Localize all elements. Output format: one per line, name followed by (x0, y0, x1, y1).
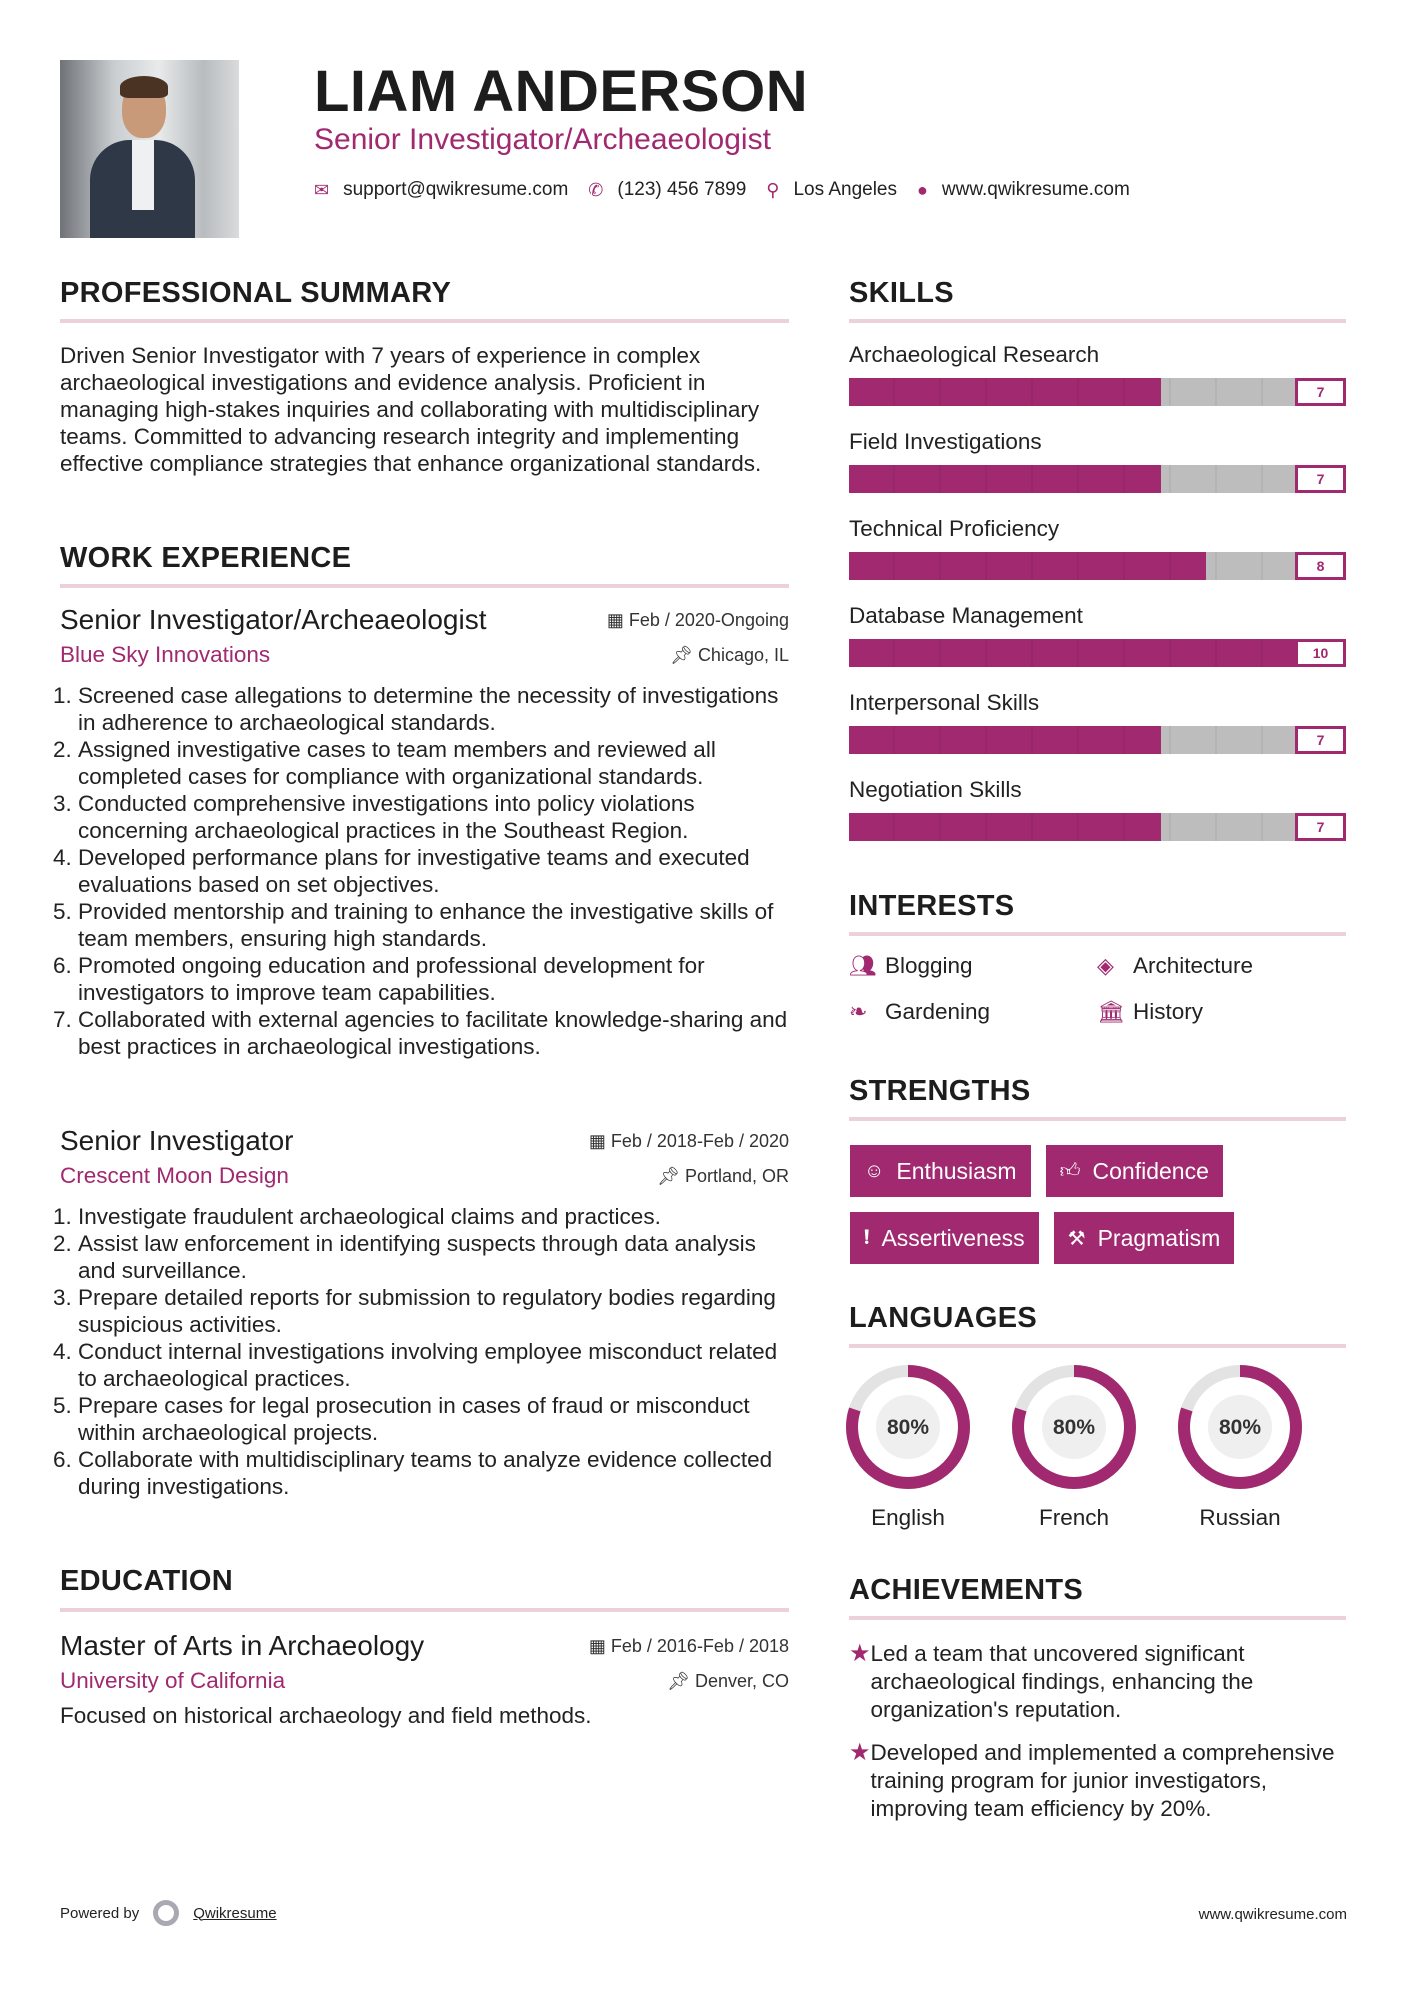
job-date: Feb / 2018-Feb / 2020 (610, 1130, 789, 1151)
calendar-icon: ▦ (606, 609, 629, 630)
language-item (1009, 1362, 1139, 1531)
degree: Master of Arts in Archaeology (60, 1630, 425, 1661)
interest-label: Blogging (885, 953, 973, 978)
language-percent: 80% (1218, 1416, 1262, 1439)
divider (60, 584, 789, 588)
calendar-icon: ▦ (588, 1635, 611, 1656)
summary-text: Driven Senior Investigator with 7 years of experience in complex archaeological investigations and evidence analysis. Proficient in managing high-stakes inquiries and collaborating with multidisciplinary teams. Committed to advancing research integrity and implementing effective compliance strategies that enhance organizational standards. (60, 343, 762, 476)
job-location: Chicago, IL (697, 644, 789, 665)
footer-website[interactable]: www.qwikresume.com (1198, 1906, 1347, 1923)
job-date: Feb / 2020-Ongoing (628, 609, 789, 630)
education-entry (60, 1630, 789, 1729)
contact-website[interactable]: www.qwikresume.com (941, 179, 1130, 200)
skill-value: 8 (1295, 552, 1346, 580)
star-icon: ★ (849, 1640, 871, 1667)
interest-blogging (849, 953, 973, 979)
qwikresume-logo-icon (153, 1900, 179, 1926)
skill-label: Database Management (849, 603, 1083, 628)
education-description: Focused on historical archaeology and field methods. (60, 1703, 592, 1728)
pin-icon: 📌︎ (667, 1670, 695, 1691)
skill-item (849, 603, 1346, 690)
skills-heading: SKILLS (849, 277, 954, 309)
interest-architecture (1097, 953, 1253, 979)
company-name: Blue Sky Innovations (60, 642, 271, 667)
job-location: Portland, OR (684, 1165, 789, 1186)
list-item: 1. Investigate fraudulent archaeological claims and practices. (78, 1203, 789, 1230)
language-donut (843, 1362, 973, 1492)
thumbs-up-icon: 👍︎ (1059, 1160, 1081, 1182)
skill-bar-fill (849, 639, 1346, 667)
globe-icon: ● (917, 179, 928, 200)
experience-heading: WORK EXPERIENCE (60, 542, 352, 574)
languages-heading: LANGUAGES (849, 1302, 1037, 1334)
skill-label: Interpersonal Skills (849, 690, 1040, 715)
brand-link[interactable]: Qwikresume (193, 1904, 277, 1922)
divider (849, 1117, 1346, 1121)
achievements-heading: ACHIEVEMENTS (849, 1574, 1084, 1606)
skill-label: Negotiation Skills (849, 777, 1022, 802)
list-item: 4. Developed performance plans for investigative teams and executed evaluations based on set objectives. (78, 844, 789, 898)
skill-bar-fill (849, 465, 1161, 493)
skill-bar (849, 639, 1346, 667)
job-title: Senior Investigator/Archeaeologist (60, 604, 487, 635)
interest-label: Gardening (885, 999, 991, 1024)
skill-bar-fill (849, 378, 1161, 406)
divider (60, 319, 789, 323)
skill-value: 7 (1295, 813, 1346, 841)
list-item: 2. Assist law enforcement in identifying suspects through data analysis and surveillance. (78, 1230, 789, 1284)
list-item: 6. Promoted ongoing education and professional development for investigators to improve team capabilities. (78, 952, 789, 1006)
skill-label: Technical Proficiency (849, 516, 1060, 541)
contact-phone[interactable]: (123) 456 7899 (617, 179, 747, 200)
education-heading: EDUCATION (60, 1565, 233, 1597)
calendar-icon: ▦ (588, 1130, 611, 1151)
gavel-icon: ⚒ (1067, 1227, 1086, 1250)
ticket-icon: ◈ (1097, 953, 1114, 978)
contact-location: Los Angeles (793, 179, 897, 200)
divider (849, 932, 1346, 936)
language-percent: 80% (886, 1416, 930, 1439)
education-location: Denver, CO (694, 1670, 789, 1691)
powered-by-label: Powered by (60, 1904, 140, 1922)
strength-label: Confidence (1092, 1157, 1209, 1184)
skill-item (849, 777, 1346, 864)
education-date: Feb / 2016-Feb / 2018 (610, 1635, 789, 1656)
bank-icon: 🏛︎ (1097, 999, 1125, 1024)
divider (849, 319, 1346, 323)
candidate-name: LIAM ANDERSON (314, 59, 809, 124)
language-label: Russian (1199, 1505, 1281, 1530)
strength-tag (1046, 1145, 1223, 1197)
language-donut (1175, 1362, 1305, 1492)
list-item: 5. Provided mentorship and training to enhance the investigative skills of team members, ensuring high standards. (78, 898, 789, 952)
divider (60, 1608, 789, 1612)
skill-bar (849, 378, 1346, 406)
skill-bar-fill (849, 726, 1161, 754)
job-duties (60, 682, 789, 1060)
languages-list (843, 1362, 1305, 1531)
language-item (843, 1362, 973, 1531)
list-item: 6. Collaborate with multidisciplinary teams to analyze evidence collected during investigations. (78, 1446, 789, 1500)
strengths-row (850, 1145, 1223, 1197)
skill-bar-fill (849, 552, 1206, 580)
strength-tag (1054, 1212, 1235, 1264)
skill-bar (849, 552, 1346, 580)
strength-label: Assertiveness (881, 1224, 1025, 1251)
language-item (1175, 1362, 1305, 1531)
interest-history (1097, 999, 1203, 1025)
skills-list (849, 342, 1346, 864)
language-label: French (1038, 1505, 1110, 1530)
skill-value: 7 (1295, 726, 1346, 754)
skill-value: 7 (1295, 378, 1346, 406)
profile-photo (60, 60, 239, 238)
interest-label: History (1133, 999, 1204, 1024)
leaf-icon: ❧ (849, 999, 868, 1024)
strength-tag (850, 1212, 1039, 1264)
candidate-title: Senior Investigator/Archeaeologist (314, 123, 771, 156)
list-item: 3. Conducted comprehensive investigations into policy violations concerning archaeological practices in the Southeast Region. (78, 790, 789, 844)
list-item: 5. Prepare cases for legal prosecution in cases of fraud or misconduct within archaeological projects. (78, 1392, 789, 1446)
exclamation-icon: ❗︎ (864, 1226, 870, 1249)
divider (849, 1344, 1346, 1348)
skill-item (849, 429, 1346, 516)
list-item: 2. Assigned investigative cases to team members and reviewed all completed cases for compliance with organizational standards. (78, 736, 789, 790)
divider (849, 1616, 1346, 1620)
contact-bar (314, 179, 1150, 201)
school-name: University of California (60, 1668, 286, 1693)
skill-value: 10 (1295, 639, 1346, 667)
phone-icon: ✆ (588, 179, 604, 200)
skill-bar (849, 813, 1346, 841)
skill-label: Archaeological Research (849, 342, 1100, 367)
skill-item (849, 516, 1346, 603)
job-title: Senior Investigator (60, 1125, 294, 1156)
achievement-text: Developed and implemented a comprehensive training program for junior investigators, improving team efficiency by 20%. (870, 1740, 1335, 1821)
strength-label: Pragmatism (1097, 1224, 1221, 1251)
list-item: 7. Collaborated with external agencies to facilitate knowledge-sharing and best practices in archaeological investigations. (78, 1006, 789, 1060)
list-item: 4. Conduct internal investigations involving employee misconduct related to archaeological practices. (78, 1338, 789, 1392)
envelope-icon: ✉ (314, 179, 330, 200)
achievement-item (849, 1640, 1349, 1724)
interests-heading: INTERESTS (849, 890, 1015, 922)
interest-label: Architecture (1133, 953, 1254, 978)
skill-bar (849, 465, 1346, 493)
language-label: English (871, 1505, 945, 1530)
language-donut (1009, 1362, 1139, 1492)
language-percent: 80% (1052, 1416, 1096, 1439)
strength-label: Enthusiasm (896, 1157, 1017, 1184)
contact-email[interactable]: support@qwikresume.com (343, 179, 569, 200)
company-name: Crescent Moon Design (60, 1163, 289, 1188)
strengths-heading: STRENGTHS (849, 1075, 1031, 1107)
skill-label: Field Investigations (849, 429, 1042, 454)
strength-tag (850, 1145, 1031, 1197)
skill-value: 7 (1295, 465, 1346, 493)
summary-heading: PROFESSIONAL SUMMARY (60, 277, 452, 309)
skill-bar-fill (849, 813, 1161, 841)
job-entry (60, 1125, 789, 1500)
list-item: 3. Prepare detailed reports for submission to regulatory bodies regarding suspicious activities. (78, 1284, 789, 1338)
job-duties (60, 1203, 789, 1500)
achievement-text: Led a team that uncovered significant archaeological findings, enhancing the organization's reputation. (870, 1641, 1254, 1722)
users-icon: 👥︎ (849, 953, 877, 978)
job-entry (60, 604, 789, 1060)
smile-icon: ☺ (864, 1159, 885, 1182)
skill-item (849, 690, 1346, 777)
skill-bar (849, 726, 1346, 754)
strengths-row (850, 1212, 1234, 1264)
footer-powered (60, 1900, 277, 1926)
pin-icon: 📌︎ (670, 644, 698, 665)
pin-icon: 📌︎ (657, 1165, 685, 1186)
map-marker-icon: ⚲ (766, 179, 780, 200)
achievement-item (849, 1739, 1349, 1823)
list-item: 1. Screened case allegations to determine the necessity of investigations in adherence to archaeological standards. (78, 682, 789, 736)
interest-gardening (849, 999, 990, 1025)
skill-item (849, 342, 1346, 429)
star-icon: ★ (849, 1739, 871, 1766)
